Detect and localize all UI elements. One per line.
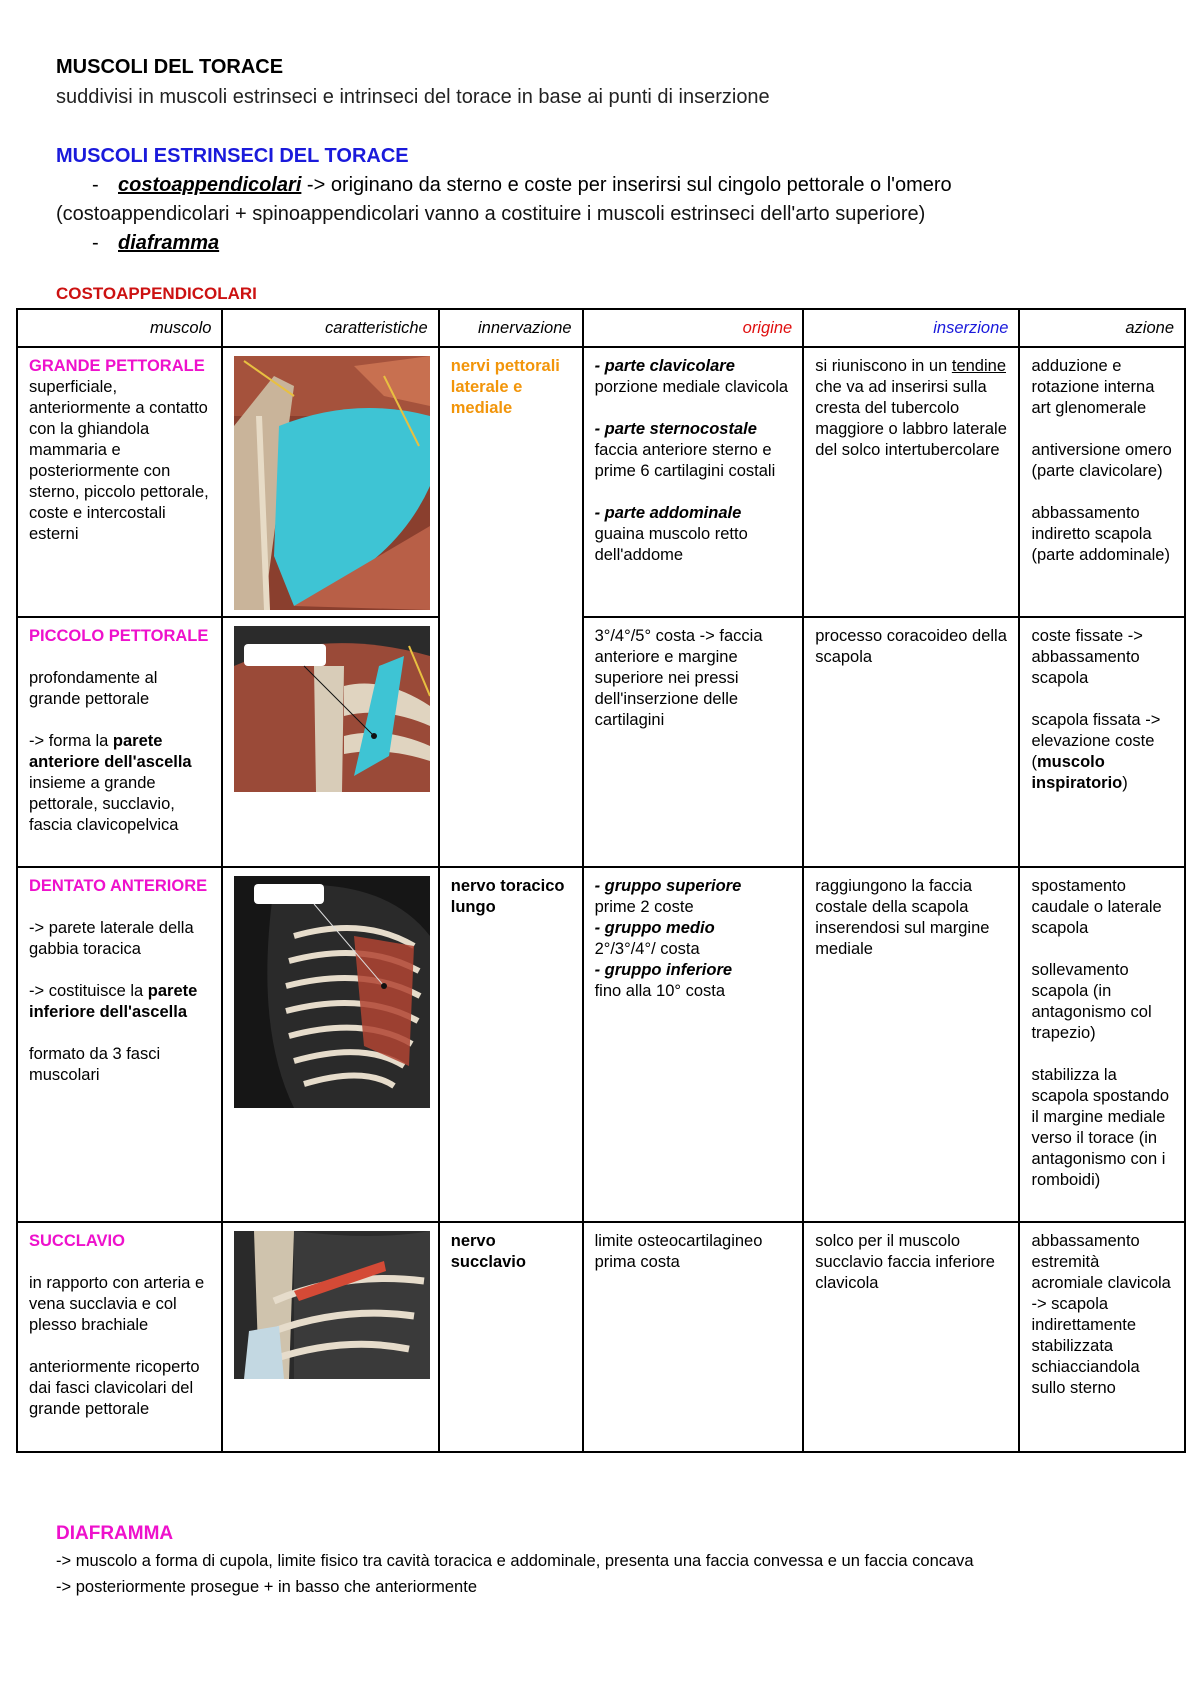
action-bold: muscolo inspiratorio bbox=[1031, 753, 1123, 792]
pectoralis-major-image bbox=[234, 356, 430, 610]
insertion-text: raggiungono la faccia costale della scapola inserendosi sul margine mediale bbox=[815, 877, 990, 958]
header-muscolo: muscolo bbox=[17, 309, 222, 347]
action-text: adduzione e rotazione interna art glenomerale bbox=[1031, 357, 1155, 417]
origin-part-title: - parte addominale bbox=[594, 504, 742, 522]
insertion-underlined: tendine bbox=[951, 357, 1006, 375]
desc-text: insieme a grande pettorale, succlavio, fascia clavicopelvica bbox=[29, 774, 179, 834]
insertion-text: che va ad inserirsi sulla cresta del tubercolo maggiore o labbro laterale del solco intertubercolare bbox=[815, 378, 1007, 459]
origin-cell bbox=[583, 867, 804, 1222]
list-bullet: - bbox=[92, 174, 99, 196]
desc-bold: parete inferiore dell'ascella bbox=[29, 982, 198, 1021]
muscle-description bbox=[29, 731, 211, 836]
origin-part-text: faccia anteriore sterno e prime 6 cartilagini costali bbox=[594, 441, 776, 480]
table-row bbox=[17, 347, 1185, 617]
nerve-name: nervo succlavio bbox=[450, 1232, 526, 1271]
nerve-cell bbox=[439, 1222, 583, 1452]
header-origine: origine bbox=[583, 309, 804, 347]
action-text: stabilizza la scapola spostando il margine mediale verso il torace (in antagonismo con i romboidi) bbox=[1031, 1066, 1170, 1189]
header-caratteristiche: caratteristiche bbox=[222, 309, 438, 347]
action-cell bbox=[1019, 347, 1185, 617]
image-cell bbox=[222, 347, 438, 617]
muscle-description: profondamente al grande pettorale bbox=[29, 669, 158, 708]
diaframma-heading: DIAFRAMMA bbox=[56, 1523, 174, 1544]
muscle-cell bbox=[17, 347, 222, 617]
header-azione: azione bbox=[1019, 309, 1185, 347]
table-row bbox=[17, 617, 1185, 867]
term-costoappendicolari: costoappendicolari bbox=[118, 174, 302, 196]
image-cell bbox=[222, 1222, 438, 1452]
serratus-anterior-image bbox=[234, 876, 430, 1108]
muscle-name: PICCOLO PETTORALE bbox=[29, 627, 209, 645]
action-text: -> scapola indirettamente stabilizzata schiacciandola sullo sterno bbox=[1031, 1295, 1140, 1397]
term-diaframma: diaframma bbox=[118, 232, 220, 254]
action-text: antiversione omero (parte clavicolare) bbox=[1031, 441, 1172, 480]
desc-text: -> forma la bbox=[29, 732, 113, 750]
header-inserzione: inserzione bbox=[803, 309, 1019, 347]
muscle-description bbox=[29, 981, 211, 1023]
page-subtitle: suddivisi in muscoli estrinseci e intrinseci del torace in base ai punti di inserzione bbox=[56, 86, 770, 108]
muscle-description: formato da 3 fasci muscolari bbox=[29, 1045, 161, 1084]
origin-cell bbox=[583, 1222, 804, 1452]
header-innervazione: innervazione bbox=[439, 309, 583, 347]
origin-part-text: 2°/3°/4°/ costa bbox=[594, 940, 700, 958]
list-bullet: - bbox=[92, 232, 99, 254]
action-text: abbassamento indiretto scapola (parte addominale) bbox=[1031, 504, 1170, 564]
nerve-name: nervo toracico lungo bbox=[450, 877, 565, 916]
table-row bbox=[17, 1222, 1185, 1452]
origin-part-title: - parte clavicolare bbox=[594, 357, 735, 375]
insertion-cell bbox=[803, 347, 1019, 617]
nerve-cell bbox=[439, 867, 583, 1222]
shared-nerve: nervi pettorali laterale e mediale bbox=[450, 357, 560, 417]
list-item-text: -> originano da sterno e coste per inserirsi sul cingolo pettorale o l'omero bbox=[301, 174, 952, 196]
muscle-description: in rapporto con arteria e vena succlavia e col plesso brachiale bbox=[29, 1274, 205, 1334]
nerve-cell bbox=[439, 347, 583, 867]
muscle-description: anteriormente ricoperto dai fasci clavicolari del grande pettorale bbox=[29, 1358, 200, 1418]
desc-bold: parete anteriore dell'ascella bbox=[29, 732, 192, 771]
action-text bbox=[1031, 710, 1174, 794]
muscle-description: superficiale, anteriormente a contatto con la ghiandola mammaria e posteriormente con sterno, piccolo pettorale, coste e intercostali esterni bbox=[29, 378, 209, 543]
muscle-name: DENTATO ANTERIORE bbox=[29, 877, 208, 895]
extrinsic-note: (costoappendicolari + spinoappendicolari vanno a costituire i muscoli estrinseci dell'arto superiore) bbox=[56, 203, 926, 225]
action-cell bbox=[1019, 867, 1185, 1222]
muscle-cell bbox=[17, 1222, 222, 1452]
page-title: MUSCOLI DEL TORACE bbox=[56, 56, 284, 78]
pectoralis-minor-image bbox=[234, 626, 430, 792]
muscle-cell bbox=[17, 867, 222, 1222]
origin-cell bbox=[583, 617, 804, 867]
insertion-text: si riuniscono in un bbox=[815, 357, 952, 375]
origin-part-title: - gruppo medio bbox=[594, 919, 715, 937]
muscle-cell bbox=[17, 617, 222, 867]
action-text: sollevamento scapola (in antagonismo col trapezio) bbox=[1031, 961, 1152, 1042]
muscles-table bbox=[16, 308, 1186, 1453]
muscle-description: -> parete laterale della gabbia toracica bbox=[29, 919, 194, 958]
origin-text: limite osteocartilagineo prima costa bbox=[594, 1232, 763, 1271]
origin-part-text: prime 2 coste bbox=[594, 898, 694, 916]
diaframma-line: -> posteriormente prosegue + in basso che anteriormente bbox=[56, 1578, 477, 1596]
insertion-cell bbox=[803, 1222, 1019, 1452]
table-header-row bbox=[17, 309, 1185, 347]
origin-text: 3°/4°/5° costa -> faccia anteriore e margine superiore nei pressi dell'inserzione delle cartilagini bbox=[594, 627, 763, 729]
muscle-name: GRANDE PETTORALE bbox=[29, 357, 205, 375]
action-text-part: scapola fissata -> elevazione coste ( bbox=[1031, 711, 1161, 771]
origin-part-title: - gruppo inferiore bbox=[594, 961, 733, 979]
image-cell bbox=[222, 617, 438, 867]
insertion-cell bbox=[803, 867, 1019, 1222]
image-cell bbox=[222, 867, 438, 1222]
list-item-costoappendicolari bbox=[56, 174, 952, 197]
muscle-name: SUCCLAVIO bbox=[29, 1232, 125, 1250]
diaframma-line: -> muscolo a forma di cupola, limite fisico tra cavità toracica e addominale, presenta una faccia convessa e un faccia concava bbox=[56, 1552, 974, 1570]
origin-part-title: - parte sternocostale bbox=[594, 420, 757, 438]
origin-part-text: porzione mediale clavicola bbox=[594, 378, 789, 396]
insertion-text: solco per il muscolo succlavio faccia inferiore clavicola bbox=[815, 1232, 995, 1292]
insertion-text: processo coracoideo della scapola bbox=[815, 627, 1007, 666]
origin-part-title: - gruppo superiore bbox=[594, 877, 742, 895]
extrinsic-heading: MUSCOLI ESTRINSECI DEL TORACE bbox=[56, 145, 409, 167]
insertion-cell bbox=[803, 617, 1019, 867]
list-item-diaframma bbox=[56, 232, 219, 255]
origin-cell bbox=[583, 347, 804, 617]
desc-text: -> costituisce la bbox=[29, 982, 148, 1000]
origin-part-text: fino alla 10° costa bbox=[594, 982, 726, 1000]
origin-part-text: guaina muscolo retto dell'addome bbox=[594, 525, 748, 564]
action-text: spostamento caudale o laterale scapola bbox=[1031, 877, 1162, 937]
costoappendicolari-heading: COSTOAPPENDICOLARI bbox=[56, 284, 257, 303]
action-text-part: ) bbox=[1122, 774, 1128, 792]
action-cell bbox=[1019, 617, 1185, 867]
table-row bbox=[17, 867, 1185, 1222]
action-text: abbassamento estremità acromiale clavicola bbox=[1031, 1232, 1171, 1292]
action-cell bbox=[1019, 1222, 1185, 1452]
action-text: coste fissate -> abbassamento scapola bbox=[1031, 627, 1143, 687]
subclavius-image bbox=[234, 1231, 430, 1379]
